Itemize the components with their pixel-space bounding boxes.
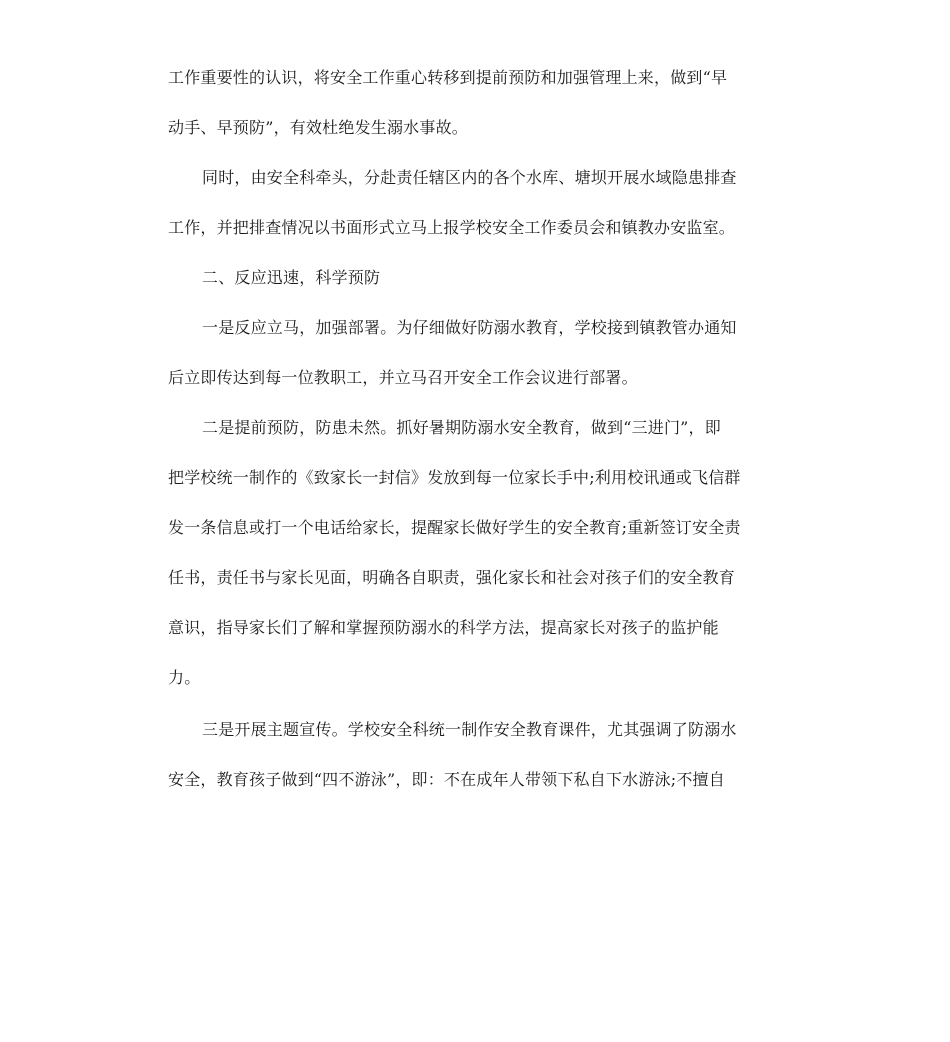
text-line: 任书，责任书与家长见面，明确各自职责，强化家长和社会对孩子们的安全教育 [168, 568, 736, 587]
text-line: 动手、早预防”，有效杜绝发生溺水事故。 [168, 118, 468, 137]
text-line: 工作，并把排查情况以书面形式立马上报学校安全工作委员会和镇教办安监室。 [168, 218, 736, 237]
text-line: 意识，指导家长们了解和掌握预防溺水的科学方法，提高家长对孩子的监护能 [168, 618, 719, 637]
text-line: 一是反应立马，加强部署。为仔细做好防溺水教育，学校接到镇教管办通知 [202, 318, 737, 337]
text-line: 三是开展主题宣传。学校安全科统一制作安全教育课件，尤其强调了防溺水 [202, 720, 737, 739]
text-line: 力。 [168, 668, 201, 687]
text-line: 同时，由安全科牵头，分赴责任辖区内的各个水库、塘坝开展水域隐患排查 [202, 168, 737, 187]
text-line: 发一条信息或打一个电话给家长，提醒家长做好学生的安全教育;重新签订安全责 [168, 518, 741, 537]
text-line: 安全，教育孩子做到“四不游泳”，即：不在成年人带领下私自下水游泳;不擅自 [168, 770, 725, 789]
text-line: 后立即传达到每一位教职工，并立马召开安全工作会议进行部署。 [168, 368, 638, 387]
text-line: 二是提前预防，防患未然。抓好暑期防溺水安全教育，做到“三进门”，即 [202, 418, 721, 437]
text-line: 工作重要性的认识，将安全工作重心转移到提前预防和加强管理上来，做到“早 [168, 68, 728, 87]
text-line: 把学校统一制作的《致家长一封信》发放到每一位家长手中;利用校讯通或飞信群 [168, 468, 741, 487]
section-heading: 二、反应迅速，科学预防 [202, 268, 381, 287]
